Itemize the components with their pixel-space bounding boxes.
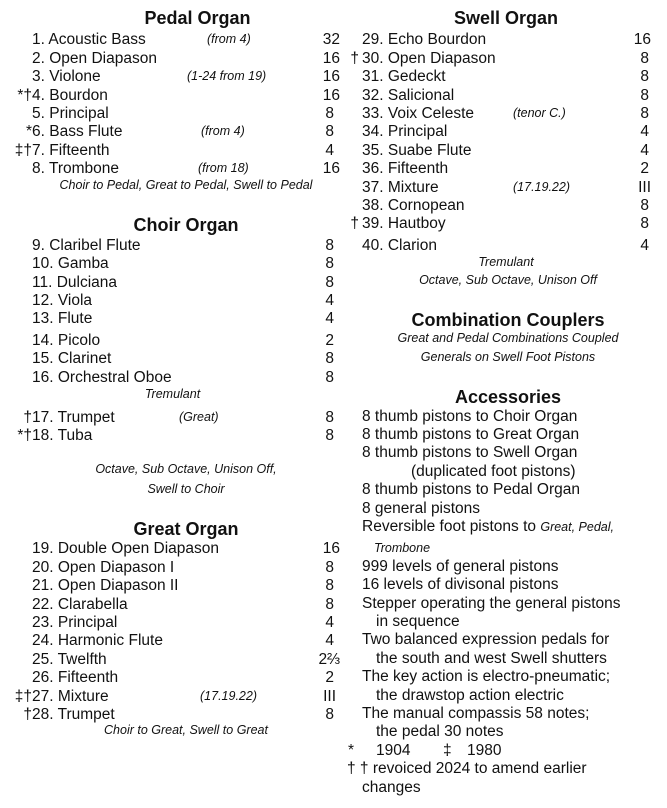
- accessory-line: the drawstop action electric: [376, 687, 564, 704]
- stop-name: 22. Clarabella: [32, 596, 128, 613]
- stop-name: 3. Violone: [32, 68, 101, 85]
- stop-row: [0, 86, 345, 105]
- stop-row: [0, 309, 345, 328]
- stop-pitch: 4: [640, 237, 649, 254]
- stop-row: [345, 104, 667, 123]
- choir-tremulant: Tremulant: [144, 387, 201, 401]
- stop-row: [345, 30, 667, 49]
- combination-couplers-title: Combination Couplers: [411, 310, 605, 330]
- stop-pitch: 8: [640, 105, 649, 122]
- accessory-line: 8 thumb pistons to Pedal Organ: [362, 481, 580, 498]
- stop-row: [0, 368, 345, 387]
- stop-name: 20. Open Diapason I: [32, 559, 175, 576]
- accessory-line: Two balanced expression pedals for: [362, 631, 610, 648]
- stop-row: [0, 104, 345, 123]
- stop-name: 35. Suabe Flute: [362, 142, 472, 159]
- accessory-text: Reversible foot pistons to: [362, 518, 541, 535]
- accessory-line: The manual compassis 58 notes;: [362, 705, 590, 722]
- stop-name: 32. Salicional: [362, 87, 455, 104]
- legend-double-dagger-year: 1980: [467, 742, 502, 759]
- stop-note: (tenor C.): [513, 106, 566, 120]
- stop-row: [0, 49, 345, 68]
- accessory-line: Stepper operating the general pistons: [362, 595, 621, 612]
- stop-note: (from 4): [207, 32, 251, 46]
- stop-name: 23. Principal: [32, 614, 118, 631]
- stop-row: [345, 236, 667, 255]
- stop-pitch: 8: [325, 123, 334, 140]
- stop-pitch: 2: [325, 669, 334, 686]
- stop-pitch: 8: [640, 87, 649, 104]
- stop-pitch: 4: [325, 292, 334, 309]
- stop-name: 37. Mixture: [362, 179, 439, 196]
- stop-pitch: 2: [640, 160, 649, 177]
- stop-row: [345, 122, 667, 141]
- stop-name: 38. Cornopean: [362, 197, 465, 214]
- stop-name: 13. Flute: [32, 310, 93, 327]
- stop-name: 11. Dulciana: [32, 274, 118, 291]
- stop-row: [0, 595, 345, 614]
- stop-pitch: 8: [325, 369, 334, 386]
- stop-name: 2. Open Diapason: [32, 50, 157, 67]
- stop-row: [0, 141, 345, 160]
- combination-line-1: Great and Pedal Combinations Coupled: [397, 331, 619, 345]
- stop-row: [0, 30, 345, 49]
- stop-pitch: 16: [322, 540, 340, 557]
- stop-name: 8. Trombone: [32, 160, 120, 177]
- stop-name: 15. Clarinet: [32, 350, 112, 367]
- stop-row: [0, 650, 345, 669]
- accessory-line: (duplicated foot pistons): [411, 463, 576, 480]
- stop-name: 25. Twelfth: [32, 651, 107, 668]
- stop-pitch: 8: [325, 409, 334, 426]
- stop-mark: †: [350, 50, 359, 67]
- stop-pitch: 8: [325, 577, 334, 594]
- swell-tremulant: Tremulant: [478, 255, 534, 269]
- stop-pitch: III: [638, 179, 651, 196]
- stop-mark: †: [23, 706, 32, 723]
- stop-mark: ‡†: [14, 688, 32, 705]
- accessory-line: 8 thumb pistons to Swell Organ: [362, 444, 578, 461]
- accessory-line: the south and west Swell shutters: [376, 650, 607, 667]
- stop-pitch: 8: [325, 706, 334, 723]
- stop-name: 29. Echo Bourdon: [362, 31, 487, 48]
- stop-row: [0, 631, 345, 650]
- stop-pitch: 4: [325, 614, 334, 631]
- stop-row: [0, 273, 345, 292]
- stop-pitch: 16: [322, 87, 340, 104]
- accessories-title: Accessories: [454, 387, 562, 407]
- choir-couplers-line-2: Swell to Choir: [147, 482, 225, 496]
- stop-mark: *†: [17, 87, 32, 104]
- stop-pitch: 2⅔: [318, 651, 340, 668]
- stop-pitch: 8: [325, 105, 334, 122]
- stop-pitch: 8: [325, 596, 334, 613]
- stop-mark: ‡†: [14, 142, 32, 159]
- stop-name: 4. Bourdon: [32, 87, 108, 104]
- combination-line-2: Generals on Swell Foot Pistons: [420, 350, 596, 364]
- stop-name: 33. Voix Celeste: [362, 105, 475, 122]
- stop-note: (from 4): [201, 124, 245, 138]
- stop-pitch: 4: [640, 123, 649, 140]
- stop-note: (Great): [179, 410, 219, 424]
- stop-row: [0, 291, 345, 310]
- stop-mark: *†: [17, 427, 32, 444]
- stop-pitch: 32: [322, 31, 340, 48]
- stop-pitch: 4: [325, 142, 334, 159]
- stop-name: 19. Double Open Diapason: [32, 540, 219, 557]
- stop-row: [345, 141, 667, 160]
- stop-name: 5. Principal: [32, 105, 109, 122]
- stop-row: [0, 558, 345, 577]
- stop-row: [0, 687, 345, 706]
- stop-name: 24. Harmonic Flute: [32, 632, 163, 649]
- stop-pitch: 16: [322, 68, 340, 85]
- stop-note: (17.19.22): [513, 180, 570, 194]
- stop-name: 12. Viola: [32, 292, 93, 309]
- stop-name: 34. Principal: [362, 123, 448, 140]
- stop-pitch: 8: [640, 50, 649, 67]
- accessory-line: 8 general pistons: [362, 500, 481, 517]
- stop-pitch: 8: [640, 197, 649, 214]
- accessory-line: [362, 518, 614, 536]
- stop-pitch: 2: [325, 332, 334, 349]
- accessory-line: 8 thumb pistons to Choir Organ: [362, 408, 578, 425]
- stop-name: 9. Claribel Flute: [32, 237, 141, 254]
- accessory-line: the pedal 30 notes: [376, 723, 504, 740]
- legend-asterisk-year: 1904: [376, 742, 411, 759]
- legend-double-dagger-mark: ‡: [443, 742, 452, 759]
- stop-row: [0, 331, 345, 350]
- stop-row: [0, 426, 345, 445]
- stop-name: 27. Mixture: [32, 688, 109, 705]
- accessory-line: changes: [362, 779, 421, 796]
- stop-row: [345, 178, 667, 197]
- accessory-line: 16 levels of divisonal pistons: [362, 576, 559, 593]
- stop-name: 14. Picolo: [32, 332, 101, 349]
- stop-row: [345, 196, 667, 215]
- stop-pitch: 8: [325, 255, 334, 272]
- stop-name: 40. Clarion: [362, 237, 437, 254]
- accessory-line: [374, 539, 430, 557]
- accessory-italic-text: Great, Pedal,: [540, 520, 614, 534]
- accessory-italic-text: Trombone: [374, 541, 431, 555]
- stop-name: 31. Gedeckt: [362, 68, 446, 85]
- stop-note: (1-24 from 19): [187, 69, 267, 83]
- stop-row: [0, 408, 345, 427]
- stop-name: 6. Bass Flute: [32, 123, 123, 140]
- stop-name: 36. Fifteenth: [362, 160, 449, 177]
- great-organ-title: Great Organ: [133, 519, 239, 539]
- stop-pitch: 4: [325, 310, 334, 327]
- pedal-couplers: Choir to Pedal, Great to Pedal, Swell to Pedal: [59, 178, 313, 192]
- stop-row: [0, 236, 345, 255]
- stop-row: [0, 576, 345, 595]
- stop-name: 17. Trumpet: [32, 409, 115, 426]
- stop-pitch: 8: [325, 350, 334, 367]
- accessory-line: 999 levels of general pistons: [362, 558, 559, 575]
- stop-name: 21. Open Diapason II: [32, 577, 179, 594]
- stop-pitch: 8: [325, 559, 334, 576]
- accessory-line: † † revoiced 2024 to amend earlier: [347, 760, 587, 777]
- stop-pitch: 8: [640, 215, 649, 232]
- swell-couplers: Octave, Sub Octave, Unison Off: [419, 273, 597, 287]
- stop-row: [345, 214, 667, 233]
- accessory-line: The key action is electro-pneumatic;: [362, 668, 611, 685]
- stop-row: [345, 49, 667, 68]
- stop-pitch: 8: [325, 427, 334, 444]
- stop-row: [0, 705, 345, 724]
- stop-pitch: 4: [325, 632, 334, 649]
- stop-name: 18. Tuba: [32, 427, 93, 444]
- pedal-organ-title: Pedal Organ: [144, 8, 251, 28]
- stop-row: [0, 67, 345, 86]
- accessory-line: in sequence: [376, 613, 460, 630]
- stop-pitch: III: [323, 688, 336, 705]
- stop-name: 30. Open Diapason: [362, 50, 496, 67]
- stop-pitch: 16: [322, 160, 340, 177]
- stop-row: [345, 159, 667, 178]
- stop-row: [0, 159, 345, 178]
- accessory-line: 8 thumb pistons to Great Organ: [362, 426, 580, 443]
- stop-row: [345, 86, 667, 105]
- stop-row: [0, 539, 345, 558]
- stop-pitch: 8: [640, 68, 649, 85]
- stop-row: [0, 254, 345, 273]
- stop-row: [0, 349, 345, 368]
- stop-mark: *: [25, 123, 32, 140]
- stop-name: 7. Fifteenth: [32, 142, 110, 159]
- stop-pitch: 8: [325, 274, 334, 291]
- stop-name: 16. Orchestral Oboe: [32, 369, 172, 386]
- stop-mark: †: [23, 409, 32, 426]
- stop-name: 1. Acoustic Bass: [32, 31, 146, 48]
- stop-mark: †: [350, 215, 359, 232]
- choir-organ-title: Choir Organ: [133, 215, 239, 235]
- stop-row: [0, 668, 345, 687]
- stop-pitch: 16: [322, 50, 340, 67]
- stop-name: 28. Trumpet: [32, 706, 115, 723]
- swell-organ-title: Swell Organ: [453, 8, 559, 28]
- stop-name: 26. Fifteenth: [32, 669, 119, 686]
- stop-row: [0, 122, 345, 141]
- stop-pitch: 4: [640, 142, 649, 159]
- legend-asterisk-mark: *: [348, 742, 355, 759]
- stop-row: [0, 613, 345, 632]
- great-couplers: Choir to Great, Swell to Great: [104, 723, 268, 737]
- stop-note: (from 18): [198, 161, 249, 175]
- stop-name: 10. Gamba: [32, 255, 109, 272]
- stop-name: 39. Hautboy: [362, 215, 446, 232]
- stop-pitch: 16: [633, 31, 651, 48]
- choir-couplers-line-1: Octave, Sub Octave, Unison Off,: [95, 462, 277, 476]
- stop-pitch: 8: [325, 237, 334, 254]
- stop-row: [345, 67, 667, 86]
- stop-note: (17.19.22): [200, 689, 257, 703]
